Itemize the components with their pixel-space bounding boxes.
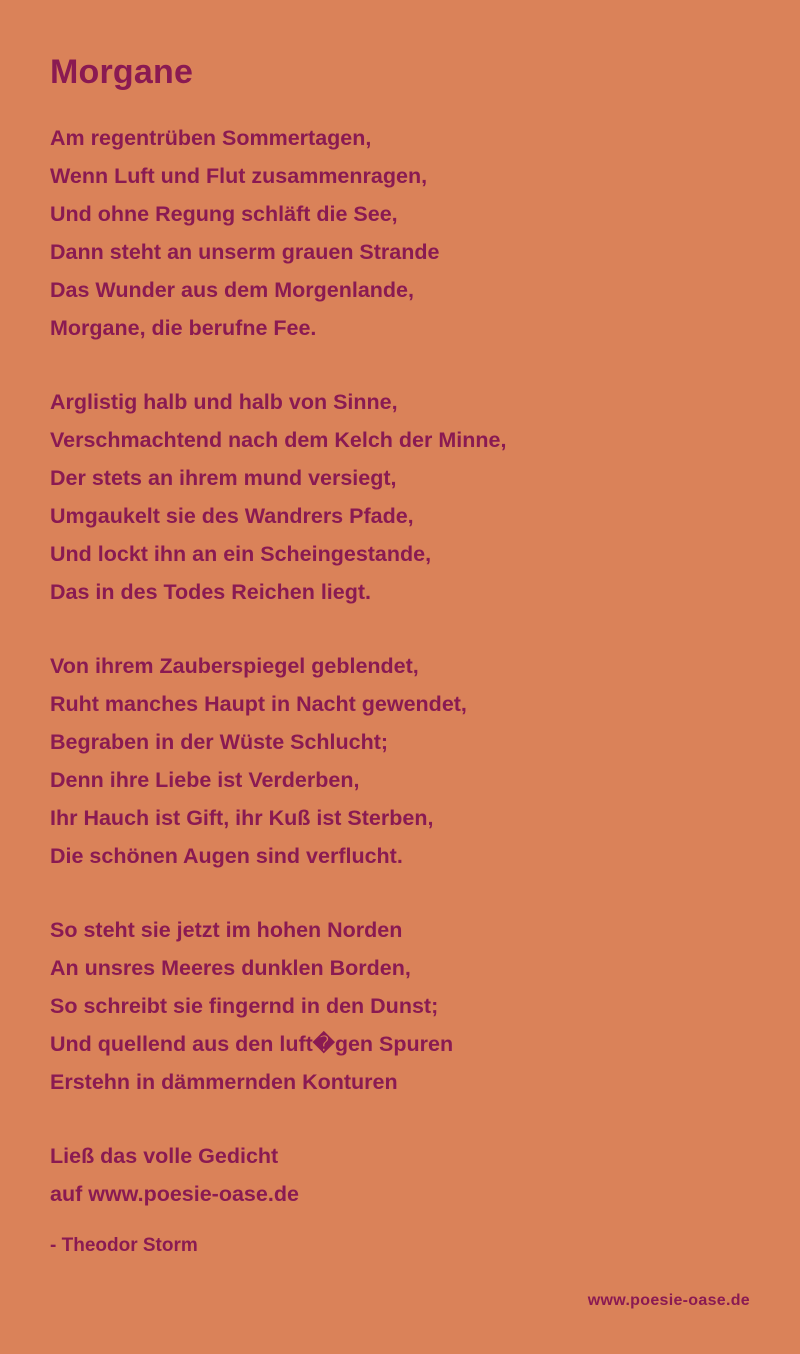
- poem-line: Und ohne Regung schläft die See,: [50, 201, 398, 226]
- page-title: Morgane: [50, 53, 194, 91]
- poem-author: - Theodor Storm: [50, 1234, 198, 1256]
- poem-line: Erstehn in dämmernden Konturen: [50, 1069, 398, 1094]
- poem-line: So schreibt sie fingernd in den Dunst;: [50, 993, 439, 1018]
- poem-line: Am regentrüben Sommertagen,: [50, 125, 372, 150]
- stanza-2: [50, 383, 750, 611]
- poem-line: Und quellend aus den luft�gen Spuren: [50, 1031, 454, 1056]
- footer-site-url[interactable]: www.poesie-oase.de: [587, 1292, 750, 1309]
- poem-line: Verschmachtend nach dem Kelch der Minne,: [50, 427, 507, 452]
- poem-line: Der stets an ihrem mund versiegt,: [50, 465, 397, 490]
- poem-line: Begraben in der Wüste Schlucht;: [50, 729, 389, 754]
- poem-line: Arglistig halb und halb von Sinne,: [50, 389, 398, 414]
- stanza-1: [50, 119, 750, 347]
- stanza-3: [50, 647, 750, 875]
- poem-body: [50, 119, 750, 1101]
- poem-line: Die schönen Augen sind verflucht.: [50, 843, 403, 868]
- poem-line: Denn ihre Liebe ist Verderben,: [50, 767, 360, 792]
- poem-line: Und lockt ihn an ein Scheingestande,: [50, 541, 432, 566]
- stanza-4: [50, 911, 750, 1101]
- poem-line: Wenn Luft und Flut zusammenragen,: [50, 163, 428, 188]
- poem-line: Dann steht an unserm grauen Strande: [50, 239, 440, 264]
- poem-line: An unsres Meeres dunklen Borden,: [50, 955, 411, 980]
- poem-line: Das Wunder aus dem Morgenlande,: [50, 277, 414, 302]
- poem-line: Das in des Todes Reichen liegt.: [50, 579, 371, 604]
- poem-line: So steht sie jetzt im hohen Norden: [50, 917, 403, 942]
- poem-line: Ihr Hauch ist Gift, ihr Kuß ist Sterben,: [50, 805, 434, 830]
- call-to-action: [50, 1137, 750, 1213]
- poem-line: Umgaukelt sie des Wandrers Pfade,: [50, 503, 414, 528]
- poem-line: Von ihrem Zauberspiegel geblendet,: [50, 653, 419, 678]
- cta-line-1: Ließ das volle Gedicht: [50, 1143, 279, 1168]
- poem-line: Ruht manches Haupt in Nacht gewendet,: [50, 691, 467, 716]
- cta-line-2[interactable]: auf www.poesie-oase.de: [50, 1181, 299, 1206]
- poem-line: Morgane, die berufne Fee.: [50, 315, 317, 340]
